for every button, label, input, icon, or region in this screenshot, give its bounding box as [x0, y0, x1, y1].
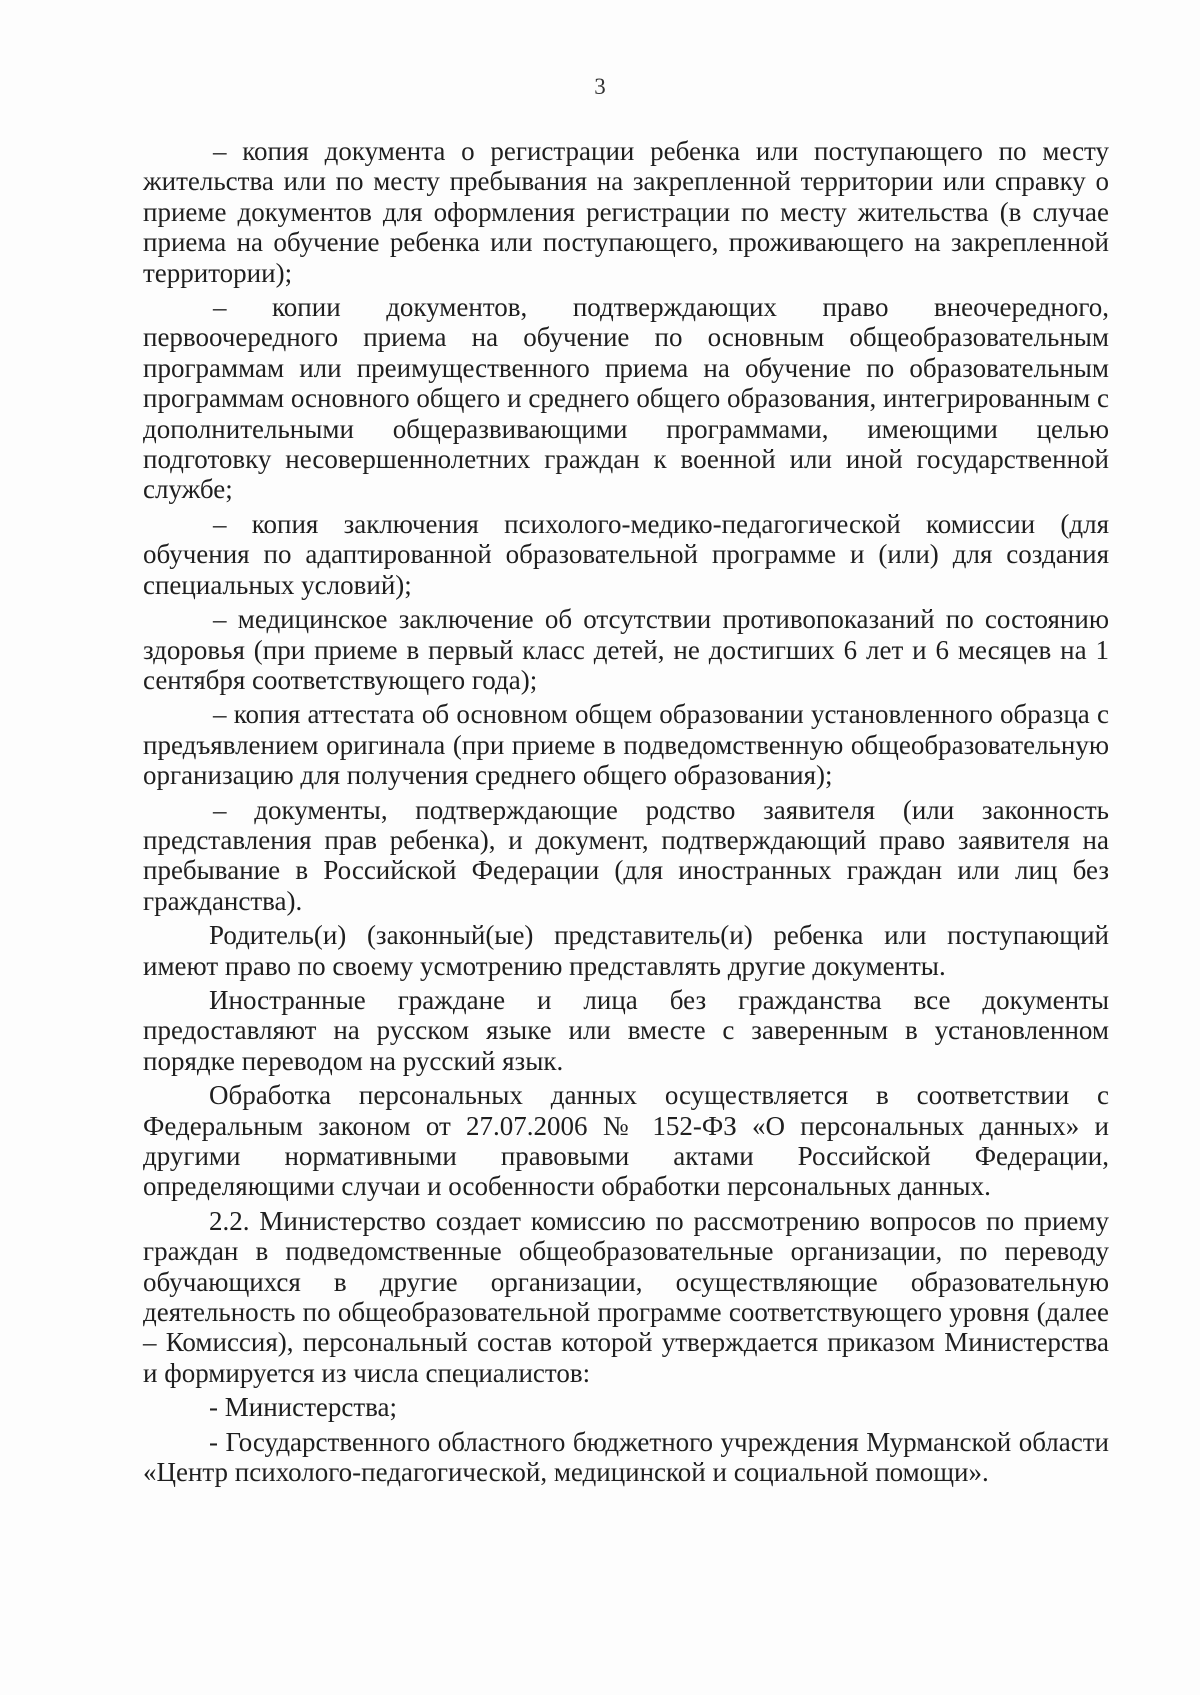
paragraph-registration-copy: – копия документа о регистрации ребенка или поступающего по месту жительства или по месту пребывания на закрепленной территории или справку о приеме документов для оформления регистрации по месту жительства (в случае приема на обучение ребенка или поступающего, проживающего на закрепленной территории); [143, 136, 1109, 288]
paragraph-certificate-copy: – копия аттестата об основном общем образовании установленного образца с предъявлением оригинала (при приеме в подведомственную общеобразовательную организацию для получения среднего общего образования); [143, 699, 1109, 791]
list-item-ministry: - Министерства; [209, 1392, 398, 1423]
list-item-center: - Государственного областного бюджетного учреждения Мурманской области «Центр психолого-педагогической, медицинской и социальной помощи». [143, 1426, 1109, 1488]
paragraph-other-documents: Родитель(и) (законный(ые) представитель(и) ребенка или поступающий имеют право по своему усмотрению представлять другие документы. [143, 920, 1109, 981]
paragraph-priority-documents: – копии документов, подтверждающих право внеочередного, первоочередного приема на обучение по основным общеобразовательным программам или преимущественного приема на обучение по образовательным программам основного общего и среднего общего образования, интегрированным с дополнительными общеразвивающими программами, имеющими целью подготовку несовершеннолетних граждан к военной или иной государственной службе; [143, 292, 1109, 505]
paragraph-personal-data: Обработка персональных данных осуществляется в соответствии с Федеральным законом от 27.07.2006 № 152-ФЗ «О персональных данных» и другими нормативными правовыми актами Российской Федерации, определяющими случаи и особенности обработки персональных данных. [143, 1080, 1109, 1202]
document-body [143, 136, 1109, 1491]
paragraph-medical-conclusion: – медицинское заключение об отсутствии противопоказаний по состоянию здоровья (при приеме в первый класс детей, не достигших 6 лет и 6 месяцев на 1 сентября соответствующего года); [143, 604, 1109, 695]
paragraph-kinship-documents: – документы, подтверждающие родство заявителя (или законность представления прав ребенка), и документ, подтверждающий право заявителя на пребывание в Российской Федерации (для иностранных граждан или лиц без гражданства). [143, 794, 1109, 916]
paragraph-commission: 2.2. Министерство создает комиссию по рассмотрению вопросов по приему граждан в подведомственные общеобразовательные организации, по переводу обучающихся в другие организации, осуществляющие образовательную деятельность по общеобразовательной программе соответствующего уровня (далее – Комиссия), персональный состав которой утверждается приказом Министерства и формируется из числа специалистов: [143, 1205, 1109, 1388]
paragraph-pmpk-conclusion: – копия заключения психолого-медико-педагогической комиссии (для обучения по адаптированной образовательной программе и (или) для создания специальных условий); [143, 508, 1109, 600]
page-number: 3 [594, 74, 606, 99]
paragraph-foreign-citizens: Иностранные граждане и лица без гражданства все документы предоставляют на русском языке или вместе с заверенным в установленном порядке переводом на русский язык. [143, 984, 1109, 1076]
